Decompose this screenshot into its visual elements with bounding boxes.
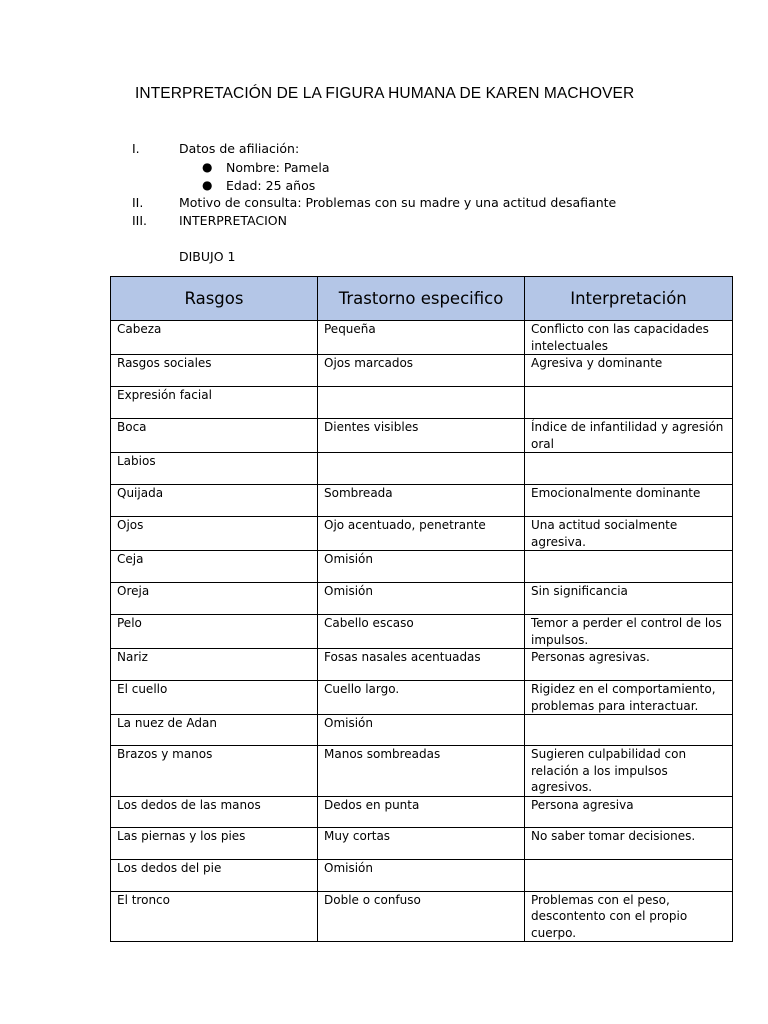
- cell-interpretacion: No saber tomar decisiones.: [525, 827, 733, 859]
- cell-rasgo: Nariz: [111, 649, 318, 681]
- cell-trastorno: Pequeña: [318, 321, 525, 355]
- cell-interpretacion: Temor a perder el control de los impulsos.: [525, 615, 733, 649]
- cell-rasgo: Pelo: [111, 615, 318, 649]
- cell-trastorno: Dientes visibles: [318, 419, 525, 453]
- cell-interpretacion: Problemas con el peso, descontento con el propio cuerpo.: [525, 891, 733, 942]
- table-row: [111, 649, 733, 681]
- section-2-label: Motivo de consulta: Problemas con su madre y una actitud desafiante: [179, 195, 617, 210]
- section-1-label: Datos de afiliación:: [179, 141, 300, 156]
- table-body: [111, 321, 733, 942]
- cell-rasgo: Ojos: [111, 517, 318, 551]
- bullet-dot-icon: ●: [202, 160, 213, 174]
- cell-trastorno: Ojo acentuado, penetrante: [318, 517, 525, 551]
- cell-trastorno: Sombreada: [318, 485, 525, 517]
- table-row: [111, 746, 733, 797]
- cell-trastorno: Cabello escaso: [318, 615, 525, 649]
- cell-trastorno: Cuello largo.: [318, 681, 525, 715]
- cell-trastorno: Doble o confuso: [318, 891, 525, 942]
- table-row: [111, 859, 733, 891]
- cell-trastorno: Fosas nasales acentuadas: [318, 649, 525, 681]
- table-row: [111, 681, 733, 715]
- cell-interpretacion: Agresiva y dominante: [525, 355, 733, 387]
- cell-interpretacion: Índice de infantilidad y agresión oral: [525, 419, 733, 453]
- table-row: [111, 517, 733, 551]
- table-row: [111, 551, 733, 583]
- cell-rasgo: Labios: [111, 453, 318, 485]
- table-row: [111, 827, 733, 859]
- bullet-item-text: Edad: 25 años: [226, 178, 316, 193]
- interpretation-table: [110, 276, 733, 942]
- cell-interpretacion: Persona agresiva: [525, 796, 733, 827]
- cell-trastorno: [318, 387, 525, 419]
- cell-interpretacion: Emocionalmente dominante: [525, 485, 733, 517]
- table-row: [111, 387, 733, 419]
- cell-interpretacion: [525, 453, 733, 485]
- table-row: [111, 321, 733, 355]
- cell-rasgo: Boca: [111, 419, 318, 453]
- table-row: [111, 485, 733, 517]
- cell-rasgo: Los dedos de las manos: [111, 796, 318, 827]
- cell-rasgo: Las piernas y los pies: [111, 827, 318, 859]
- table-row: [111, 355, 733, 387]
- table-row: [111, 583, 733, 615]
- cell-interpretacion: Sin significancia: [525, 583, 733, 615]
- cell-interpretacion: [525, 387, 733, 419]
- cell-trastorno: Omisión: [318, 583, 525, 615]
- cell-interpretacion: [525, 551, 733, 583]
- section-3-number: III.: [132, 213, 148, 228]
- cell-trastorno: Omisión: [318, 859, 525, 891]
- section-1-number: I.: [132, 141, 140, 156]
- cell-trastorno: Omisión: [318, 715, 525, 746]
- header-interpretacion: Interpretación: [525, 277, 733, 321]
- document-title: INTERPRETACIÓN DE LA FIGURA HUMANA DE KAREN MACHOVER: [135, 85, 635, 102]
- bullet-dot-icon: ●: [202, 178, 213, 192]
- table-row: [111, 615, 733, 649]
- cell-rasgo: Oreja: [111, 583, 318, 615]
- cell-trastorno: Ojos marcados: [318, 355, 525, 387]
- section-3-label: INTERPRETACION: [179, 213, 287, 228]
- cell-interpretacion: Conflicto con las capacidades intelectuales: [525, 321, 733, 355]
- cell-trastorno: Muy cortas: [318, 827, 525, 859]
- cell-rasgo: El cuello: [111, 681, 318, 715]
- cell-interpretacion: Personas agresivas.: [525, 649, 733, 681]
- cell-interpretacion: [525, 715, 733, 746]
- cell-trastorno: Manos sombreadas: [318, 746, 525, 797]
- cell-interpretacion: Una actitud socialmente agresiva.: [525, 517, 733, 551]
- cell-interpretacion: [525, 859, 733, 891]
- cell-rasgo: La nuez de Adan: [111, 715, 318, 746]
- cell-rasgo: Quijada: [111, 485, 318, 517]
- bullet-item-text: Nombre: Pamela: [226, 160, 330, 175]
- cell-interpretacion: Sugieren culpabilidad con relación a los impulsos agresivos.: [525, 746, 733, 797]
- cell-rasgo: Cabeza: [111, 321, 318, 355]
- table-row: [111, 419, 733, 453]
- section-2-number: II.: [132, 195, 144, 210]
- cell-interpretacion: Rigidez en el comportamiento, problemas para interactuar.: [525, 681, 733, 715]
- cell-rasgo: El tronco: [111, 891, 318, 942]
- table-row: [111, 715, 733, 746]
- cell-trastorno: Dedos en punta: [318, 796, 525, 827]
- header-rasgos: Rasgos: [111, 277, 318, 321]
- table-row: [111, 796, 733, 827]
- cell-rasgo: Expresión facial: [111, 387, 318, 419]
- cell-rasgo: Rasgos sociales: [111, 355, 318, 387]
- table-row: [111, 453, 733, 485]
- drawing-label: DIBUJO 1: [179, 249, 236, 264]
- cell-rasgo: Brazos y manos: [111, 746, 318, 797]
- cell-rasgo: Ceja: [111, 551, 318, 583]
- table-header-row: [111, 277, 733, 321]
- cell-rasgo: Los dedos del pie: [111, 859, 318, 891]
- cell-trastorno: [318, 453, 525, 485]
- table-row: [111, 891, 733, 942]
- header-trastorno: Trastorno especifico: [318, 277, 525, 321]
- cell-trastorno: Omisión: [318, 551, 525, 583]
